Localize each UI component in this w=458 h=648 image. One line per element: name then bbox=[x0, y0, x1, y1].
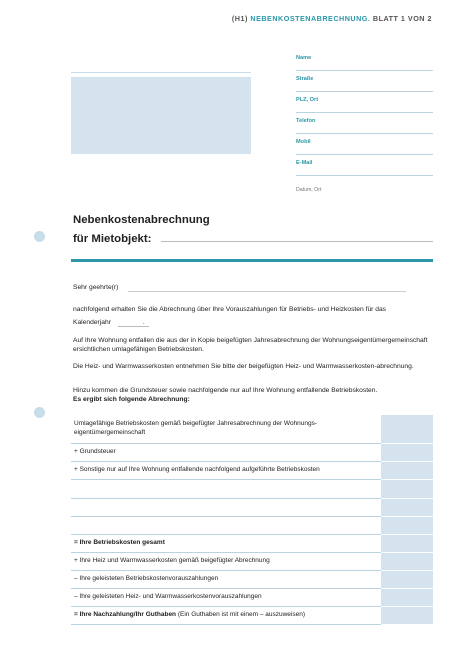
amount-cell[interactable] bbox=[381, 479, 433, 498]
table-row bbox=[71, 461, 433, 479]
calendar-year-input[interactable] bbox=[118, 326, 149, 327]
table-row[interactable] bbox=[71, 516, 433, 534]
table-row bbox=[71, 606, 433, 624]
row-text: + Grundsteuer bbox=[74, 447, 116, 455]
punch-hole-mark-top bbox=[34, 231, 45, 242]
document-title: Nebenkostenabrechnung bbox=[73, 214, 210, 226]
sheet-number: BLATT 1 VON 2 bbox=[372, 14, 432, 23]
table-row bbox=[71, 552, 433, 570]
field-label: Mobil bbox=[296, 139, 311, 145]
amount-cell[interactable] bbox=[381, 588, 433, 606]
amount-cell[interactable] bbox=[381, 443, 433, 461]
cost-calculation-table bbox=[71, 415, 433, 625]
salutation-name-line[interactable] bbox=[128, 291, 406, 292]
row-label bbox=[71, 534, 381, 552]
sender-field-mobile[interactable] bbox=[296, 134, 433, 155]
table-row bbox=[71, 588, 433, 606]
row-label bbox=[71, 570, 381, 588]
row-label bbox=[71, 588, 381, 606]
divider-bar bbox=[71, 259, 433, 262]
calendar-year-period: . bbox=[142, 319, 145, 326]
table-row bbox=[71, 534, 433, 552]
row-text: + Sonstige nur auf Ihre Wohnung entfallende nachfolgend aufgeführte Betriebskosten bbox=[74, 465, 320, 473]
row-label bbox=[71, 461, 381, 479]
amount-cell[interactable] bbox=[381, 498, 433, 516]
paragraph-intro: nachfolgend erhalten Sie die Abrechnung über Ihre Vorauszahlungen für Betriebs- und Heizkosten für das bbox=[73, 306, 387, 313]
salutation: Sehr geehrte(r) bbox=[73, 284, 119, 291]
additional-costs-text: Hinzu kommen die Grundsteuer sowie nachfolgende nur auf Ihre Wohnung entfallende Betriebskosten. bbox=[73, 387, 378, 394]
table-row bbox=[71, 570, 433, 588]
row-bold: = Ihre Nachzahlung/Ihr Guthaben bbox=[74, 610, 177, 618]
row-text: – Ihre geleisteten Betriebskostenvorauszahlungen bbox=[74, 574, 219, 582]
row-text: + Ihre Heiz und Warmwasserkosten gemäß beigefügter Abrechnung bbox=[74, 556, 270, 564]
row-label[interactable] bbox=[71, 498, 381, 516]
form-code: (H1) bbox=[231, 14, 248, 23]
amount-cell[interactable] bbox=[381, 534, 433, 552]
calculation-intro: Es ergibt sich folgende Abrechnung: bbox=[73, 396, 190, 403]
row-text: – Ihre geleisteten Heiz- und Warmwasserkostenvorauszahlungen bbox=[74, 592, 262, 600]
amount-cell[interactable] bbox=[381, 570, 433, 588]
paragraph-additional-costs bbox=[73, 386, 435, 404]
row-label[interactable] bbox=[71, 516, 381, 534]
punch-hole-mark-bottom bbox=[34, 407, 45, 418]
field-label: Straße bbox=[296, 76, 314, 82]
sender-field-name[interactable] bbox=[296, 50, 433, 71]
amount-cell[interactable] bbox=[381, 552, 433, 570]
field-label: Name bbox=[296, 55, 312, 61]
date-label: Datum, Ort bbox=[296, 187, 322, 193]
table-row[interactable] bbox=[71, 498, 433, 516]
row-label bbox=[71, 415, 381, 443]
row-bold: = Ihre Betriebskosten gesamt bbox=[74, 538, 165, 546]
field-label: Telefon bbox=[296, 118, 316, 124]
paragraph-community-costs: Auf Ihre Wohnung entfallen die aus der in Kopie beigefügten Jahresabrechnung der Wohnungseigentümergemeinschaft ersichtlichen umlagefähigen Betriebskosten. bbox=[73, 337, 428, 353]
amount-cell[interactable] bbox=[381, 606, 433, 624]
row-text: (Ein Guthaben ist mit einem – auszuweisen) bbox=[176, 610, 306, 618]
field-label: PLZ, Ort bbox=[296, 97, 319, 103]
recipient-address-box[interactable] bbox=[71, 77, 251, 154]
property-input-line[interactable] bbox=[161, 241, 433, 242]
sheet-header bbox=[232, 14, 432, 23]
amount-cell[interactable] bbox=[381, 461, 433, 479]
field-label: E-Mail bbox=[296, 160, 313, 166]
table-row bbox=[71, 443, 433, 461]
amount-cell[interactable] bbox=[381, 516, 433, 534]
row-text: Umlagefähige Betriebskosten gemäß beigefügter Jahresabrechnung der Wohnungs-eigentümergemeinschaft bbox=[74, 420, 318, 436]
amount-cell[interactable] bbox=[381, 415, 433, 443]
table-row[interactable] bbox=[71, 479, 433, 498]
row-label bbox=[71, 606, 381, 624]
form-title: NEBENKOSTENABRECHNUNG. bbox=[250, 14, 371, 23]
row-label bbox=[71, 443, 381, 461]
sender-field-phone[interactable] bbox=[296, 113, 433, 134]
calendar-year-label: Kalenderjahr bbox=[73, 319, 111, 326]
sender-field-street[interactable] bbox=[296, 71, 433, 92]
row-label[interactable] bbox=[71, 479, 381, 498]
sender-field-city[interactable] bbox=[296, 92, 433, 113]
return-address-line[interactable] bbox=[71, 72, 251, 73]
property-title: für Mietobjekt: bbox=[73, 233, 152, 245]
row-label bbox=[71, 552, 381, 570]
sender-field-email[interactable] bbox=[296, 155, 433, 176]
date-place-field[interactable] bbox=[296, 175, 433, 193]
paragraph-heating-costs: Die Heiz- und Warmwasserkosten entnehmen Sie bitte der beigefügten Heiz- und Warmwasserkosten-abrechnung. bbox=[73, 363, 414, 370]
table-row bbox=[71, 415, 433, 443]
